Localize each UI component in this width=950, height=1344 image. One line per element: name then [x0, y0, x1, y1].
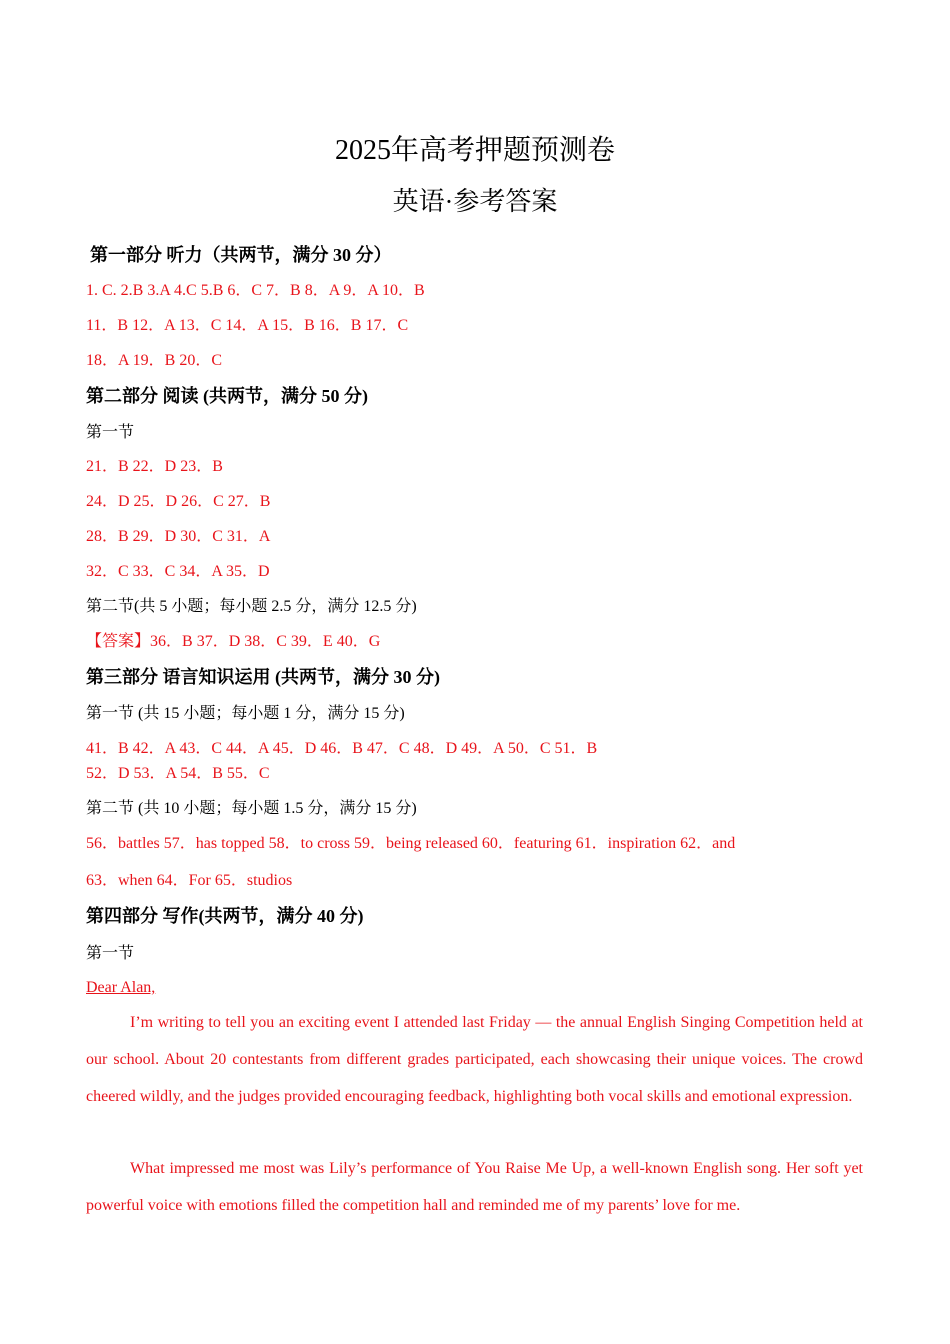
part1-heading: 第一部分 听力（共两节，满分 30 分）	[90, 245, 392, 265]
letter-paragraph-1: I’m writing to tell you an exciting event I attended last Friday — the annual English Singing Competition held at our school. About 20 contestants from different grades participated, each showcasing their unique voices. The crowd cheered wildly, and the judges provided encouraging feedback, highlighting both vocal skills and emotional expression.	[86, 1014, 863, 1105]
answer-tag: 【答案】	[86, 633, 151, 650]
part2-answers-row-3: 28．B 29．D 30．C 31．A	[86, 528, 271, 545]
part3-section1-row-2: 52．D 53．A 54．B 55．C	[86, 765, 270, 782]
part3-section2-label: 第二节 (共 10 小题；每小题 1.5 分，满分 15 分)	[86, 800, 417, 817]
part1-answers-row-2: 11．B 12．A 13．C 14．A 15．B 16．B 17．C	[86, 317, 409, 334]
part3-section2-row-2: 63．when 64．For 65．studios	[86, 872, 293, 889]
part3-section2-row-1: 56．battles 57．has topped 58．to cross 59．being released 60．featuring 61．inspiration 62．and	[86, 835, 736, 852]
part3-section1-row-1: 41．B 42．A 43．C 44．A 45．D 46．B 47．C 48．D 49．A 50．C 51．B	[86, 740, 598, 757]
part2-answers-row-1: 21．B 22．D 23．B	[86, 458, 223, 475]
part3-heading: 第三部分 语言知识运用 (共两节，满分 30 分)	[86, 667, 440, 687]
page-subtitle: 英语·参考答案	[392, 187, 558, 216]
part2-section2-label: 第二节(共 5 小题；每小题 2.5 分，满分 12.5 分)	[86, 598, 417, 615]
letter-salutation: Dear Alan,	[86, 979, 156, 996]
part2-section2-answer-values: 36．B 37．D 38．C 39．E 40．G	[150, 633, 381, 650]
part2-heading: 第二部分 阅读 (共两节，满分 50 分)	[86, 386, 368, 406]
part1-answers-row-1: 1. C. 2.B 3.A 4.C 5.B 6．C 7．B 8．A 9．A 10．B	[86, 282, 425, 299]
part3-section1-label: 第一节 (共 15 小题；每小题 1 分，满分 15 分)	[86, 705, 405, 722]
part2-answers-row-2: 24．D 25．D 26．C 27．B	[86, 493, 271, 510]
part2-section2-answers	[86, 631, 864, 653]
part1-answers-row-3: 18．A 19．B 20．C	[86, 352, 223, 369]
part4-heading: 第四部分 写作(共两节，满分 40 分)	[86, 906, 364, 926]
page-title: 2025年高考押题预测卷	[334, 135, 615, 166]
part2-section1-label: 第一节	[86, 424, 135, 441]
letter-paragraph-2: What impressed me most was Lily’s performance of You Raise Me Up, a well-known English song. Her soft yet powerful voice with emotions filled the competition hall and reminded me of my parents’ love for me.	[86, 1160, 863, 1214]
part2-answers-row-4: 32．C 33．C 34．A 35．D	[86, 563, 270, 580]
part4-section1-label: 第一节	[86, 945, 135, 962]
